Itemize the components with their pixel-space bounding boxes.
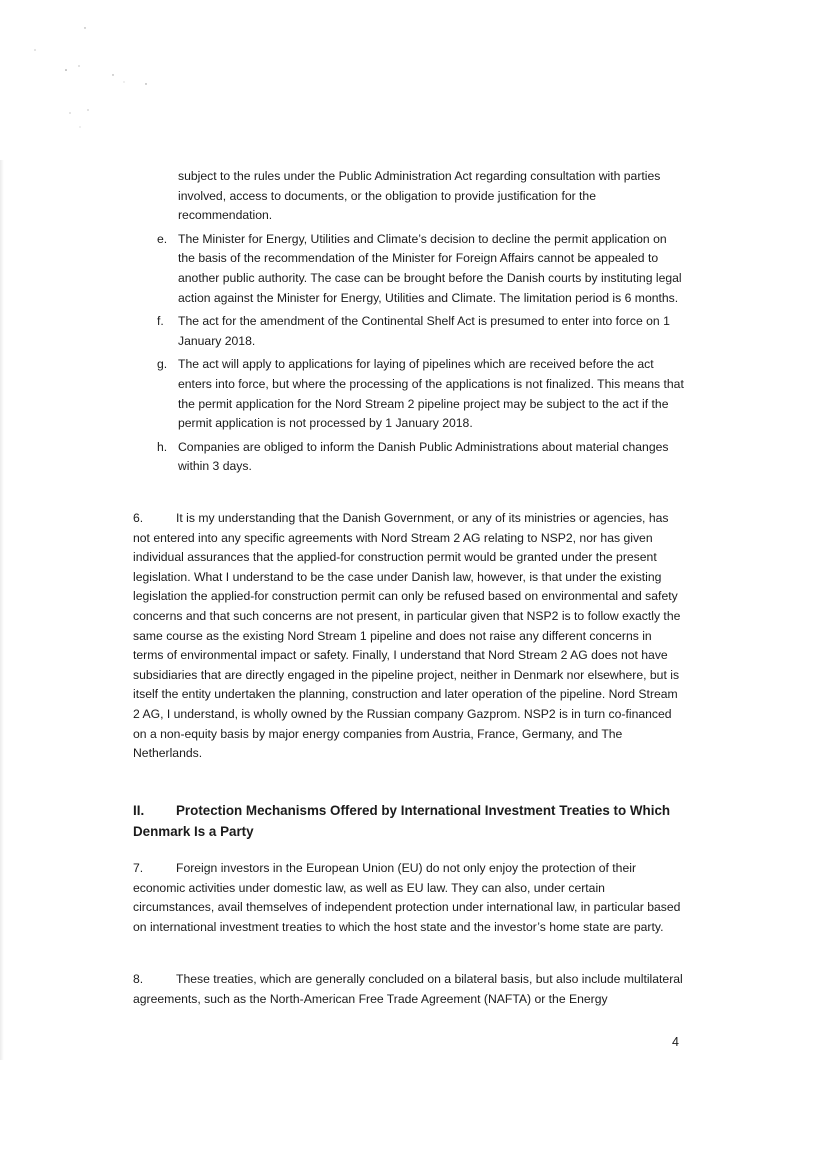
list-item (144, 230, 684, 308)
list-continuation: subject to the rules under the Public Administration Act regarding consultation with parties involved, access to documents, or the obligation to provide justification for the recommendation. (178, 169, 661, 223)
paragraph-number: 6. (133, 511, 144, 525)
list-marker: f. (157, 314, 164, 329)
list-item (144, 312, 684, 351)
paragraph-number: 7. (133, 861, 144, 875)
list-marker: g. (157, 357, 168, 372)
paragraph-8 (133, 970, 684, 1009)
list-marker: e. (157, 231, 168, 246)
section-title: Protection Mechanisms Offered by International Investment Treaties to Which Denmark Is a Party (133, 803, 671, 839)
paragraph-text: These treaties, which are generally concluded on a bilateral basis, but also include multilateral agreements, such as the North-American Free Trade Agreement (NAFTA) or the Energy (133, 972, 683, 1006)
page-number: 4 (672, 1035, 679, 1049)
recommendation-list (144, 167, 684, 481)
paragraph-number: 8. (133, 972, 144, 986)
list-marker: h. (157, 439, 168, 454)
section-number: II. (133, 803, 145, 818)
list-item (144, 355, 684, 433)
list-item-text: Companies are obliged to inform the Danish Public Administrations about material changes within 3 days. (178, 439, 669, 474)
paragraph-6 (133, 509, 684, 764)
paragraph-text: Foreign investors in the European Union (EU) do not only enjoy the protection of their economic activities under domestic law, as well as EU law. They can also, under certain circumstances, avail themselves of independent protection under international law, in particular based on international investment treaties to which the host state and the investor’s home state are party. (133, 861, 681, 934)
scan-edge-shadow (0, 160, 4, 1060)
paragraph-7 (133, 859, 684, 937)
paragraph-text: It is my understanding that the Danish Government, or any of its ministries or agencies, has not entered into any specific agreements with Nord Stream 2 AG relating to NSP2, nor has given individual assurances that the applied-for construction permit would be granted under the present legislation. What I understand to be the case under Danish law, however, is that under the existing legislation the applied-for construction permit can only be refused based on environmental and safety concerns and that such concerns are not present, in particular given that NSP2 is to follow exactly the same course as the existing Nord Stream 1 pipeline and does not raise any different concerns in terms of environmental impact or safety. Finally, I understand that Nord Stream 2 AG does not have subsidiaries that are directly engaged in the pipeline project, neither in Denmark nor elsewhere, but is itself the entity undertaken the planning, construction and later operation of the pipeline. Nord Stream 2 AG, I understand, is wholly owned by the Russian company Gazprom. NSP2 is in turn co-financed on a non-equity basis by major energy companies from Austria, France, Germany, and The Netherlands. (133, 511, 681, 761)
section-heading (133, 801, 684, 842)
list-item (144, 438, 684, 477)
list-item-text: The act for the amendment of the Continental Shelf Act is presumed to enter into force on 1 January 2018. (178, 314, 670, 348)
scan-specks (0, 0, 200, 140)
list-item-text: The act will apply to applications for laying of pipelines which are received before the act enters into force, but where the processing of the applications is not finalized. This means that the permit application for the Nord Stream 2 pipeline project may be subject to the act if the permit application is not processed by 1 January 2018. (178, 357, 684, 431)
list-item-text: The Minister for Energy, Utilities and Climate’s decision to decline the permit application on the basis of the recommendation of the Minister for Foreign Affairs cannot be appealed to another public authority. The case can be brought before the Danish courts by instituting legal action against the Minister for Energy, Utilities and Climate. The limitation period is 6 months. (178, 231, 682, 305)
